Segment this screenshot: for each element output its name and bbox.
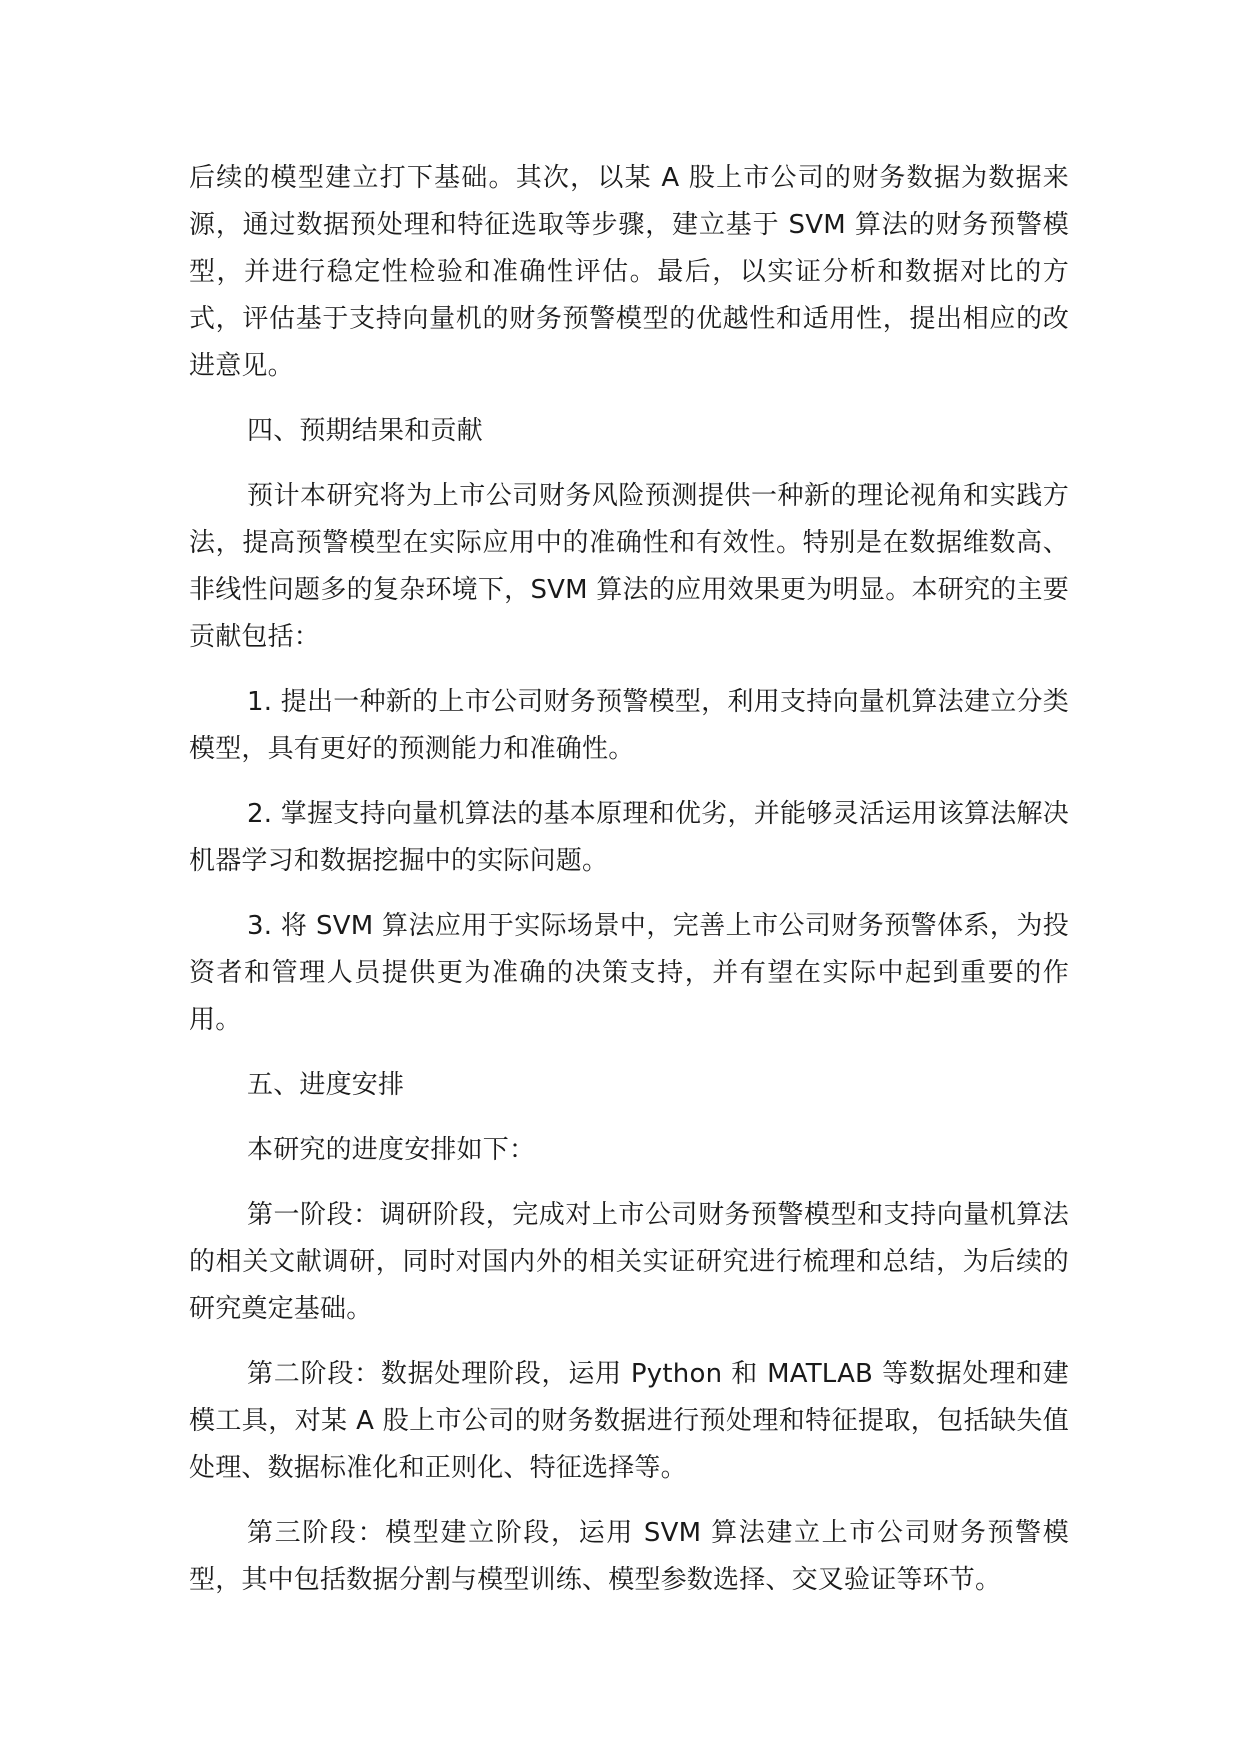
section-heading-expected-results: 四、预期结果和贡献 [247, 416, 483, 446]
schedule-stage-1: 第一阶段：调研阶段，完成对上市公司财务预警模型和支持向量机算法的相关文献调研，同时对国内外的相关实证研究进行梳理和总结，为后续的研究奠定基础。 [189, 1200, 1069, 1324]
paragraph-schedule-intro: 本研究的进度安排如下： [247, 1135, 536, 1165]
contribution-item-3: 3. 将 SVM 算法应用于实际场景中，完善上市公司财务预警体系，为投资者和管理人员提供更为准确的决策支持，并有望在实际中起到重要的作用。 [189, 911, 1069, 1035]
schedule-stage-3: 第三阶段：模型建立阶段，运用 SVM 算法建立上市公司财务预警模型，其中包括数据分割与模型训练、模型参数选择、交叉验证等环节。 [189, 1518, 1069, 1595]
document-page [189, 155, 1069, 1622]
contribution-item-1: 1. 提出一种新的上市公司财务预警模型，利用支持向量机算法建立分类模型，具有更好的预测能力和准确性。 [189, 687, 1069, 764]
paragraph-methods-continued: 后续的模型建立打下基础。其次，以某 A 股上市公司的财务数据为数据来源，通过数据预处理和特征选取等步骤，建立基于 SVM 算法的财务预警模型，并进行稳定性检验和准确性评估。最后，以实证分析和数据对比的方式，评估基于支持向量机的财务预警模型的优越性和适用性，提出相应的改进意见。 [189, 163, 1069, 381]
section-heading-schedule: 五、进度安排 [247, 1070, 405, 1100]
paragraph-expected-results: 预计本研究将为上市公司财务风险预测提供一种新的理论视角和实践方法，提高预警模型在实际应用中的准确性和有效性。特别是在数据维数高、非线性问题多的复杂环境下，SVM 算法的应用效果更为明显。本研究的主要贡献包括： [189, 481, 1069, 652]
contribution-item-2: 2. 掌握支持向量机算法的基本原理和优劣，并能够灵活运用该算法解决机器学习和数据挖掘中的实际问题。 [189, 799, 1069, 876]
schedule-stage-2: 第二阶段：数据处理阶段，运用 Python 和 MATLAB 等数据处理和建模工具，对某 A 股上市公司的财务数据进行预处理和特征提取，包括缺失值处理、数据标准化和正则化、特征选择等。 [189, 1359, 1069, 1483]
